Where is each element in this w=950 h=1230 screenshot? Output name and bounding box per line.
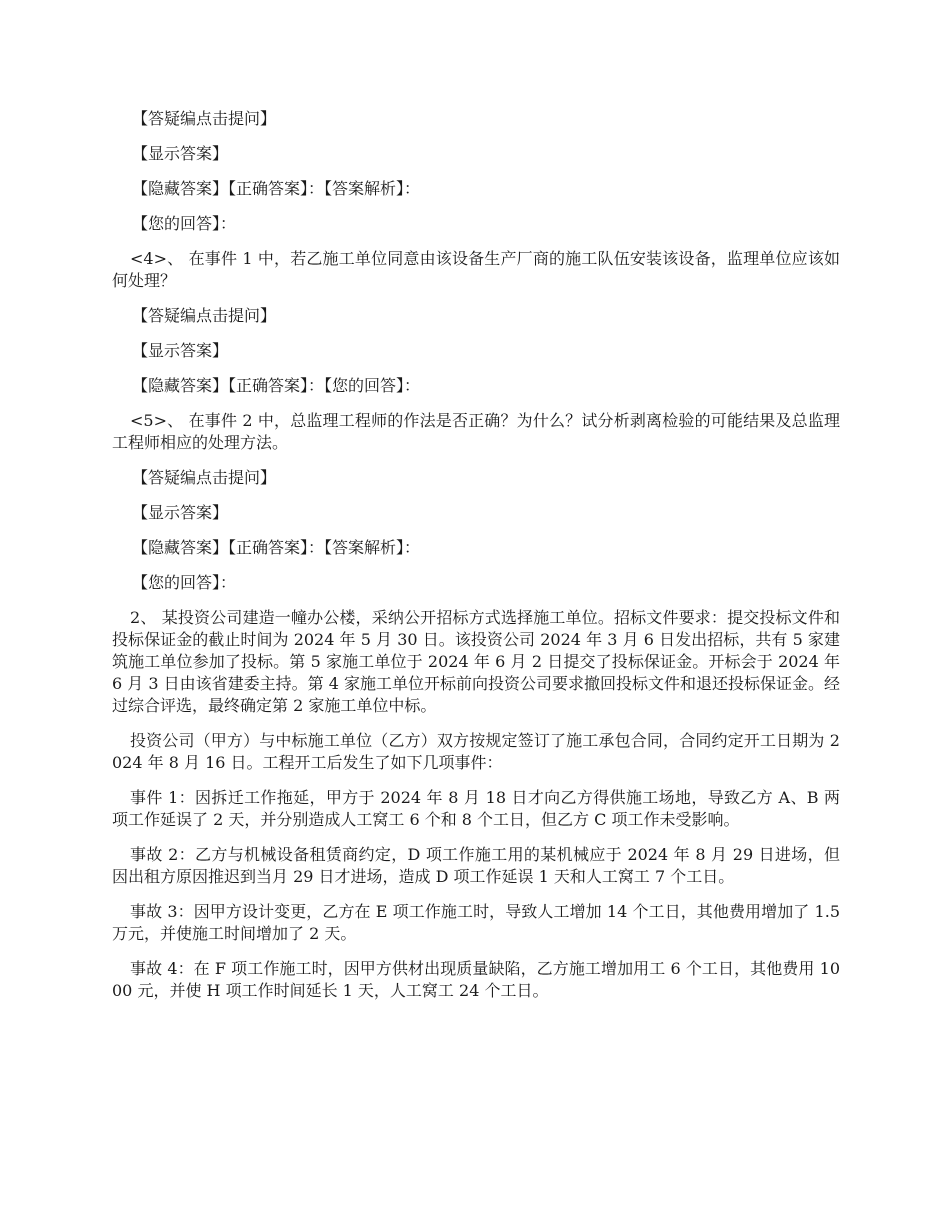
hide-answer-link[interactable]: 【隐藏答案】	[132, 179, 229, 198]
ask-question-link[interactable]	[112, 467, 840, 489]
answer-row	[112, 375, 840, 397]
case-2-event-1: 事件 1：因拆迁工作拖延，甲方于 2024 年 8 月 18 日才向乙方得供施工场地，导致乙方 A、B 两项工作延误了 2 天，并分别造成人工窝工 6 个和 8 个工日，但乙方 C 项工作未受影响。	[112, 788, 840, 829]
ask-question-label: 【答疑编点击提问】	[132, 306, 277, 325]
case-2-event-2: 事故 2：乙方与机械设备租赁商约定，D 项工作施工用的某机械应于 2024 年 8 月 29 日进场，但因出租方原因推迟到当月 29 日才进场，造成 D 项工作延误 1 天和人工窝工 7 个工日。	[112, 845, 840, 886]
ask-question-label: 【答疑编点击提问】	[132, 109, 277, 128]
correct-answer-label: 【正确答案】：	[228, 538, 325, 557]
answer-row	[112, 537, 840, 559]
ask-question-link[interactable]	[112, 108, 840, 130]
ask-question-label: 【答疑编点击提问】	[132, 468, 277, 487]
answer-row	[112, 178, 840, 200]
your-answer-label: 【您的回答】：	[132, 573, 237, 592]
ask-question-link[interactable]	[112, 305, 840, 327]
question-4-text: <4>、 在事件 1 中，若乙施工单位同意由该设备生产厂商的施工队伍安装该设备，监理单位应该如何处理？	[112, 249, 840, 290]
show-answer-link[interactable]	[112, 143, 840, 165]
case-2-event-3: 事故 3：因甲方设计变更，乙方在 E 项工作施工时，导致人工增加 14 个工日，其他费用增加了 1.5 万元，并使施工时间增加了 2 天。	[112, 902, 840, 943]
case-2-contract: 投资公司（甲方）与中标施工单位（乙方）双方按规定签订了施工承包合同，合同约定开工日期为 2024 年 8 月 16 日。工程开工后发生了如下几项事件：	[112, 731, 840, 772]
question-5-text: <5>、 在事件 2 中，总监理工程师的作法是否正确？为什么？试分析剥离检验的可能结果及总监理工程师相应的处理方法。	[112, 411, 840, 452]
correct-answer-label: 【正确答案】：	[228, 179, 325, 198]
show-answer-label: 【显示答案】	[132, 341, 229, 360]
show-answer-link[interactable]	[112, 340, 840, 362]
answer-analysis-label: 【答案解析】：	[324, 538, 421, 557]
hide-answer-link[interactable]: 【隐藏答案】	[132, 376, 229, 395]
case-2-intro: 2、 某投资公司建造一幢办公楼，采纳公开招标方式选择施工单位。招标文件要求：提交投标文件和投标保证金的截止时间为 2024 年 5 月 30 日。该投资公司 2024 年 3 月 6 日发出招标，共有 5 家建筑施工单位参加了投标。第 5 家施工单位于 2024 年 6 月 2 日提交了投标保证金。开标会于 2024 年 6 月 3 日由该省建委主持。第 4 家施工单位开标前向投资公司要求撤回投标文件和退还投标保证金。经过综合评选，最终确定第 2 家施工单位中标。	[112, 608, 840, 715]
case-2-event-4: 事故 4：在 F 项工作施工时，因甲方供材出现质量缺陷，乙方施工增加用工 6 个工日，其他费用 1000 元，并使 H 项工作时间延长 1 天，人工窝工 24 个工日。	[112, 959, 840, 1000]
answer-analysis-label: 【答案解析】：	[324, 179, 421, 198]
show-answer-label: 【显示答案】	[132, 144, 229, 163]
show-answer-label: 【显示答案】	[132, 503, 229, 522]
your-answer-label: 【您的回答】：	[324, 376, 421, 395]
hide-answer-link[interactable]: 【隐藏答案】	[132, 538, 229, 557]
your-answer-label: 【您的回答】：	[132, 214, 237, 233]
document-page	[112, 108, 840, 1015]
correct-answer-label: 【正确答案】：	[228, 376, 325, 395]
show-answer-link[interactable]	[112, 502, 840, 524]
